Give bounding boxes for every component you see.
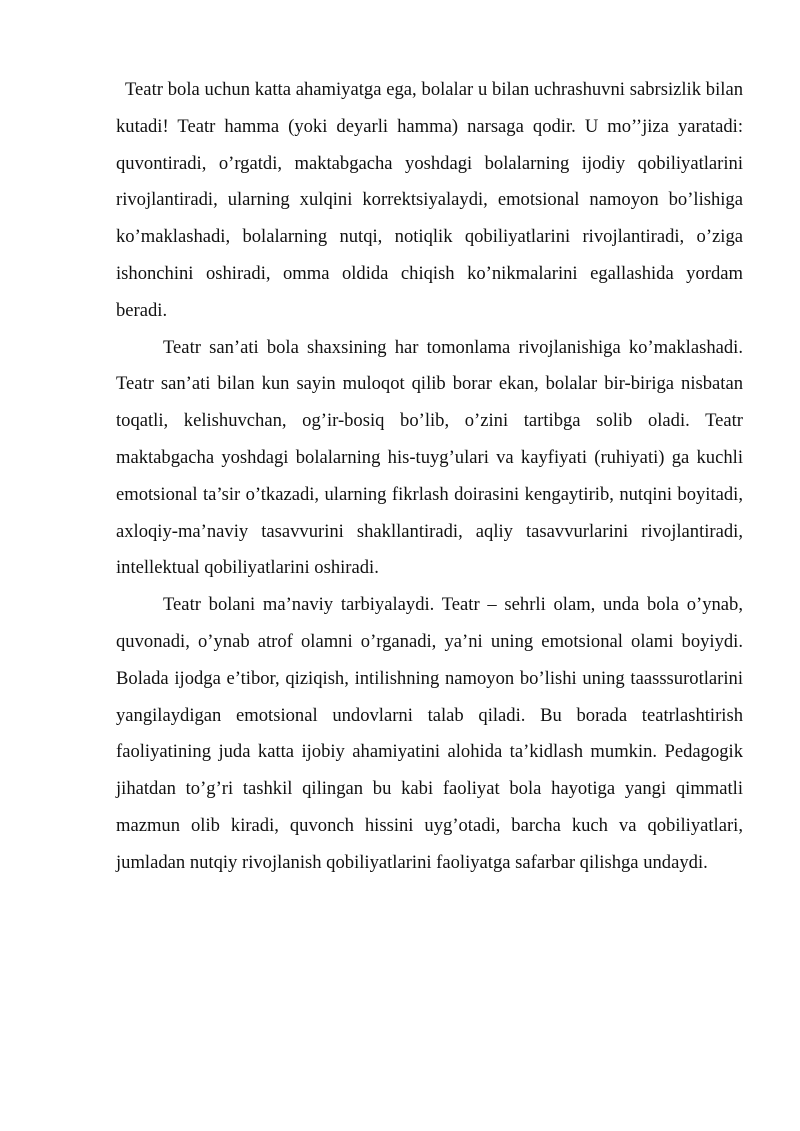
paragraph-3: Teatr bolani ma’naviy tarbiyalaydi. Teatr – sehrli olam, unda bola o’ynab, quvonadi, o’ynab atrof olamni o’rganadi, ya’ni uning emotsional olami boyiydi. Bolada ijodga e’tibor, qiziqish, intilishning namoyon bo’lishi uning taasssurotlarini yangilaydigan emotsional undovlarni talab qiladi. Bu borada teatrlashtirish faoliyatining juda katta ijobiy ahamiyatini alohida ta’kidlash mumkin. Pedagogik jihatdan to’g’ri tashkil qilingan bu kabi faoliyat bola hayotiga yangi qimmatli mazmun olib kiradi, quvonch hissini uyg’otadi, barcha kuch va qobiliyatlari, jumladan nutqiy rivojlanish qobiliyatlarini faoliyatga safarbar qilishga undaydi. [116, 594, 743, 873]
paragraph-1: Teatr bola uchun katta ahamiyatga ega, bolalar u bilan uchrashuvni sabrsizlik bilan kutadi! Teatr hamma (yoki deyarli hamma) narsaga qodir. U mo’’jiza yaratadi: quvontiradi, o’rgatdi, maktabgacha yoshdagi bolalarning ijodiy qobiliyatlarini rivojlantiradi, ularning xulqini korrektsiyalaydi, emotsional namoyon bo’lishiga ko’maklashadi, bolalarning nutqi, notiqlik qobiliyatlarini rivojlantiradi, o’ziga ishonchini oshiradi, omma oldida chiqish ko’nikmalarini egallashida yordam beradi. [116, 79, 743, 321]
document-body [116, 72, 743, 882]
paragraph-2: Teatr san’ati bola shaxsining har tomonlama rivojlanishiga ko’maklashadi. Teatr san’ati bilan kun sayin muloqot qilib borar ekan, bolalar bir-biriga nisbatan toqatli, kelishuvchan, og’ir-bosiq bo’lib, o’zini tartibga solib oladi. Teatr maktabgacha yoshdagi bolalarning his-tuyg’ulari va kayfiyati (ruhiyati) ga kuchli emotsional ta’sir o’tkazadi, ularning fikrlash doirasini kengaytirib, nutqini boyitadi, axloqiy-ma’naviy tasavvurini shakllantiradi, aqliy tasavvurlarini rivojlantiradi, intellektual qobiliyatlarini oshiradi. [116, 336, 743, 579]
